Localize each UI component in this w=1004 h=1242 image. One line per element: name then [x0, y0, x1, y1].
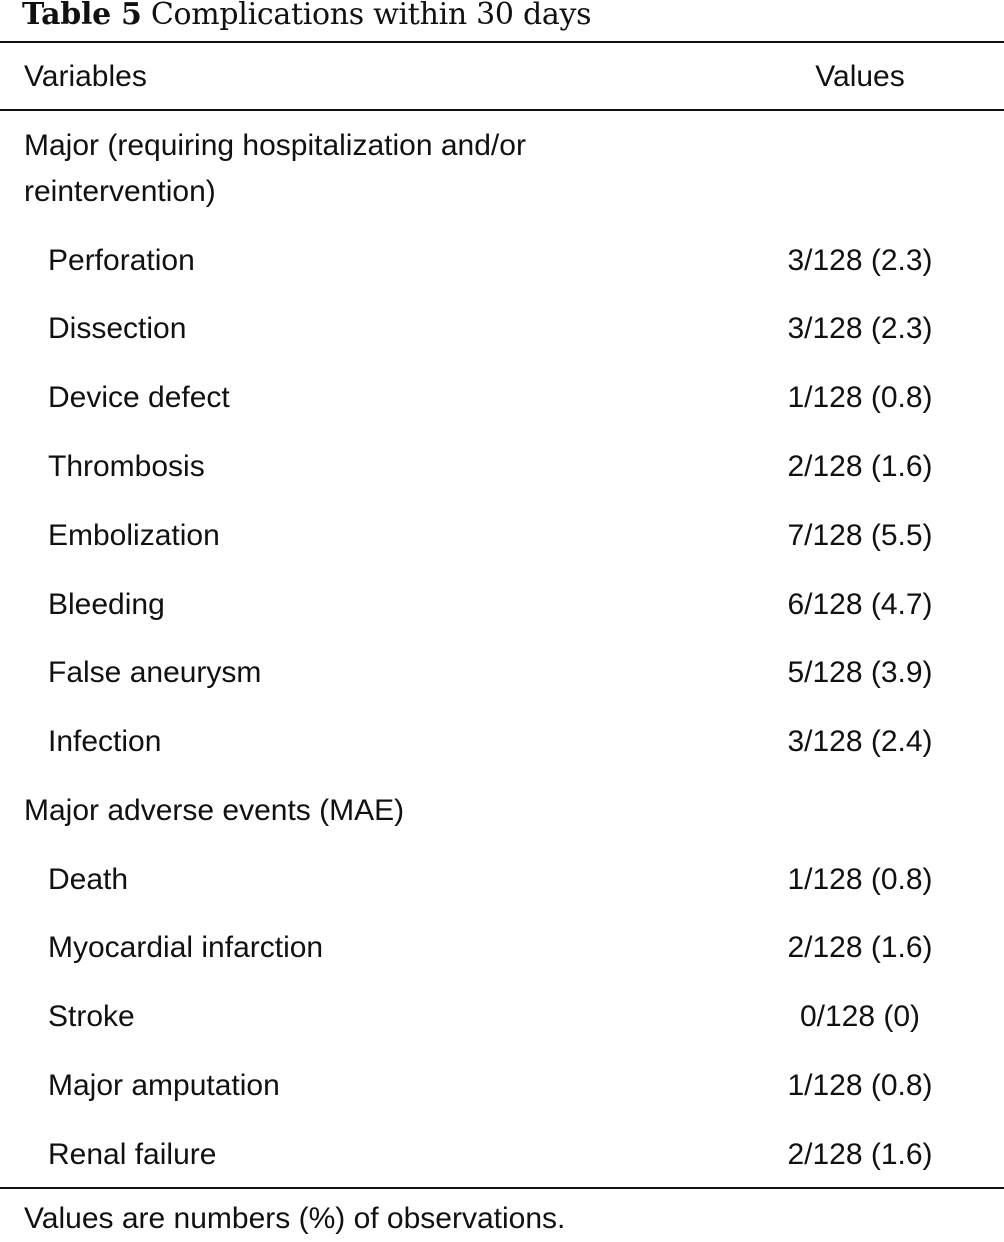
- table-row-variable: Perforation: [48, 244, 195, 277]
- table-row-value: 1/128 (0.8): [787, 1069, 933, 1102]
- table-row-variable: Device defect: [48, 381, 230, 414]
- table-row-value: 3/128 (2.4): [787, 725, 933, 758]
- table-row-variable: Major amputation: [48, 1069, 280, 1102]
- table-row-value: 5/128 (3.9): [787, 656, 933, 689]
- table-caption: [22, 0, 591, 34]
- table-row-value: 3/128 (2.3): [787, 312, 933, 345]
- table-caption-label: Table 5: [22, 0, 142, 32]
- table-row-value: 2/128 (1.6): [787, 1138, 933, 1171]
- table-caption-text: Complications within 30 days: [150, 0, 592, 32]
- table-row-variable: Bleeding: [48, 588, 165, 621]
- table-row-variable: Renal failure: [48, 1138, 217, 1171]
- table-row-variable: Myocardial infarction: [48, 931, 324, 964]
- table-row-value: 2/128 (1.6): [787, 931, 933, 964]
- table-row-value: 7/128 (5.5): [787, 519, 933, 552]
- table-row-variable: Embolization: [48, 519, 220, 552]
- section-title-major: Major (requiring hospitalization and/or reintervention): [24, 129, 526, 208]
- table-row-variable: Stroke: [48, 1000, 135, 1033]
- header-variables: Variables: [24, 60, 147, 93]
- table-row-value: 0/128 (0): [799, 1000, 921, 1033]
- table-row-variable: Infection: [48, 725, 162, 758]
- table-row-variable: Thrombosis: [48, 450, 205, 483]
- table-row-value: 6/128 (4.7): [787, 588, 933, 621]
- table-row-value: 3/128 (2.3): [787, 244, 933, 277]
- table-row-variable: Death: [48, 863, 129, 896]
- table-row-value: 2/128 (1.6): [787, 450, 933, 483]
- table-footnote: Values are numbers (%) of observations.: [24, 1202, 566, 1235]
- header-values: Values: [815, 60, 905, 93]
- top-rule: [0, 41, 1004, 43]
- table-row-value: 1/128 (0.8): [787, 381, 933, 414]
- section-title-mae: Major adverse events (MAE): [24, 794, 405, 827]
- table-row-value: 1/128 (0.8): [787, 863, 933, 896]
- table-row-variable: False aneurysm: [48, 656, 262, 689]
- bottom-rule: [0, 1187, 1004, 1189]
- header-rule: [0, 109, 1004, 111]
- table-row-variable: Dissection: [48, 312, 187, 345]
